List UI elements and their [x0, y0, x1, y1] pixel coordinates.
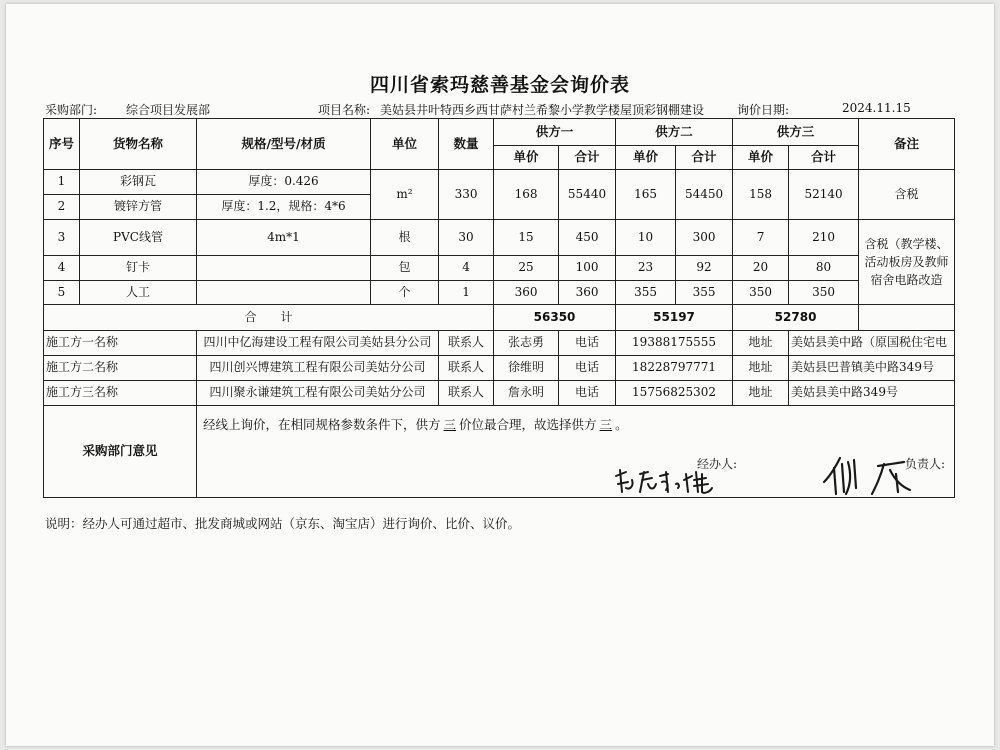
contact-name: 徐维明	[494, 356, 559, 381]
cell-qty: 30	[439, 220, 494, 256]
header-unit: 单位	[371, 119, 439, 170]
cell-remark-merged: 含税	[859, 170, 955, 220]
phone-label: 电话	[559, 381, 616, 406]
cell-s3-price: 158	[733, 170, 789, 220]
table-row	[44, 281, 955, 305]
header-qty: 数量	[439, 119, 494, 170]
contractor-company: 四川创兴博建筑工程有限公司美姑分公司	[197, 356, 439, 381]
cell-name: PVC线管	[80, 220, 197, 256]
cell-s3-price: 20	[733, 256, 789, 281]
cell-s3-total: 80	[789, 256, 859, 281]
header-spec: 规格/型号/材质	[197, 119, 371, 170]
cell-qty: 4	[439, 256, 494, 281]
address-value: 美姑县美中路（原国税住宅电	[789, 331, 955, 356]
totals-label: 合 计	[44, 305, 494, 331]
cell-s2-price: 165	[616, 170, 676, 220]
cell-s3-total: 350	[789, 281, 859, 305]
totals-remark	[859, 305, 955, 331]
cell-seq: 5	[44, 281, 80, 305]
cell-seq: 2	[44, 195, 80, 220]
opinion-row	[44, 406, 955, 498]
cell-seq: 3	[44, 220, 80, 256]
table-row	[44, 220, 955, 256]
document-title: 四川省索玛慈善基金会询价表	[369, 74, 630, 96]
totals-row	[44, 305, 955, 331]
phone-label: 电话	[559, 356, 616, 381]
header-row	[44, 119, 955, 146]
header-unit-price-2: 单价	[616, 146, 676, 170]
cell-s1-total: 360	[559, 281, 616, 305]
header-subtotal-2: 合计	[676, 146, 733, 170]
opinion-choice-1: 三	[443, 417, 457, 432]
inquiry-table	[43, 118, 955, 498]
manager-signature	[820, 452, 940, 500]
cell-name: 镀锌方管	[80, 195, 197, 220]
cell-spec: 4m*1	[197, 220, 371, 256]
dept-value: 综合项目发展部	[126, 103, 211, 117]
cell-remark-345: 含税（教学楼、活动板房及教师宿舍电路改造	[859, 220, 955, 305]
contact-name: 张志勇	[494, 331, 559, 356]
totals-supplier-2: 55197	[616, 305, 733, 331]
opinion-label: 采购部门意见	[44, 406, 197, 498]
cell-unit: 包	[371, 256, 439, 281]
contractor-label: 施工方二名称	[44, 356, 197, 381]
cell-s2-price: 355	[616, 281, 676, 305]
table-row	[44, 256, 955, 281]
header-remark: 备注	[859, 119, 955, 170]
cell-s3-price: 7	[733, 220, 789, 256]
project-value: 美姑县井叶特西乡西甘萨村兰希黎小学教学楼屋顶彩钢棚建设	[380, 103, 705, 117]
header-seq: 序号	[44, 119, 80, 170]
contractor-row	[44, 331, 955, 356]
address-label: 地址	[733, 331, 789, 356]
cell-s3-total: 52140	[789, 170, 859, 220]
cell-unit: 个	[371, 281, 439, 305]
cell-seq: 4	[44, 256, 80, 281]
opinion-mid: 价位最合理，故选择供方	[459, 417, 597, 432]
date-label: 询价日期:	[737, 103, 790, 117]
opinion-post: 。	[615, 417, 628, 432]
header-supplier-3: 供方三	[733, 119, 859, 146]
opinion-pre: 经线上询价，在相同规格参数条件下，供方	[203, 417, 441, 432]
totals-supplier-1: 56350	[494, 305, 616, 331]
footnote: 说明：经办人可通过超市、批发商城或网站（京东、淘宝店）进行询价、比价、议价。	[45, 516, 521, 531]
phone-value: 15756825302	[616, 381, 733, 406]
cell-s3-price: 350	[733, 281, 789, 305]
cell-qty: 1	[439, 281, 494, 305]
cell-s1-price: 360	[494, 281, 559, 305]
contact-label: 联系人	[439, 331, 494, 356]
manager-label: 负责人:	[905, 457, 946, 471]
dept-label: 采购部门:	[45, 103, 98, 117]
header-supplier-2: 供方二	[616, 119, 733, 146]
header-unit-price-1: 单价	[494, 146, 559, 170]
cell-s2-price: 10	[616, 220, 676, 256]
contractor-label: 施工方三名称	[44, 381, 197, 406]
header-name: 货物名称	[80, 119, 197, 170]
contractor-company: 四川聚永谦建筑工程有限公司美姑分公司	[197, 381, 439, 406]
phone-value: 19388175555	[616, 331, 733, 356]
cell-unit: 根	[371, 220, 439, 256]
header-supplier-1: 供方一	[494, 119, 616, 146]
cell-s1-price: 15	[494, 220, 559, 256]
cell-unit-merged: m²	[371, 170, 439, 220]
opinion-choice-2: 三	[599, 417, 613, 432]
cell-s1-total: 55440	[559, 170, 616, 220]
cell-s3-total: 210	[789, 220, 859, 256]
phone-label: 电话	[559, 331, 616, 356]
cell-s2-total: 355	[676, 281, 733, 305]
contractor-row	[44, 356, 955, 381]
contact-label: 联系人	[439, 356, 494, 381]
cell-s1-total: 450	[559, 220, 616, 256]
cell-s1-price: 168	[494, 170, 559, 220]
address-value: 美姑县美中路349号	[789, 381, 955, 406]
header-subtotal-1: 合计	[559, 146, 616, 170]
date-value: 2024.11.15	[842, 101, 911, 115]
cell-spec: 厚度：1.2，规格：4*6	[197, 195, 371, 220]
header-unit-price-3: 单价	[733, 146, 789, 170]
phone-value: 18228797771	[616, 356, 733, 381]
opinion-text	[203, 418, 628, 432]
cell-s1-total: 100	[559, 256, 616, 281]
contractor-company: 四川中亿海建设工程有限公司美姑县分公司	[197, 331, 439, 356]
cell-s1-price: 25	[494, 256, 559, 281]
cell-s2-price: 23	[616, 256, 676, 281]
cell-name: 钉卡	[80, 256, 197, 281]
cell-spec	[197, 256, 371, 281]
handler-signature	[610, 462, 730, 498]
contact-name: 詹永明	[494, 381, 559, 406]
cell-s2-total: 300	[676, 220, 733, 256]
cell-s2-total: 54450	[676, 170, 733, 220]
header-subtotal-3: 合计	[789, 146, 859, 170]
totals-supplier-3: 52780	[733, 305, 859, 331]
handler-label: 经办人:	[697, 457, 738, 471]
contractor-row	[44, 381, 955, 406]
address-label: 地址	[733, 356, 789, 381]
cell-spec: 厚度：0.426	[197, 170, 371, 195]
address-value: 美姑县巴普镇美中路349号	[789, 356, 955, 381]
cell-spec	[197, 281, 371, 305]
contact-label: 联系人	[439, 381, 494, 406]
table-row	[44, 170, 955, 195]
cell-seq: 1	[44, 170, 80, 195]
contractor-label: 施工方一名称	[44, 331, 197, 356]
project-label: 项目名称:	[318, 103, 371, 117]
cell-s2-total: 92	[676, 256, 733, 281]
cell-name: 彩钢瓦	[80, 170, 197, 195]
cell-name: 人工	[80, 281, 197, 305]
cell-qty-merged: 330	[439, 170, 494, 220]
address-label: 地址	[733, 381, 789, 406]
